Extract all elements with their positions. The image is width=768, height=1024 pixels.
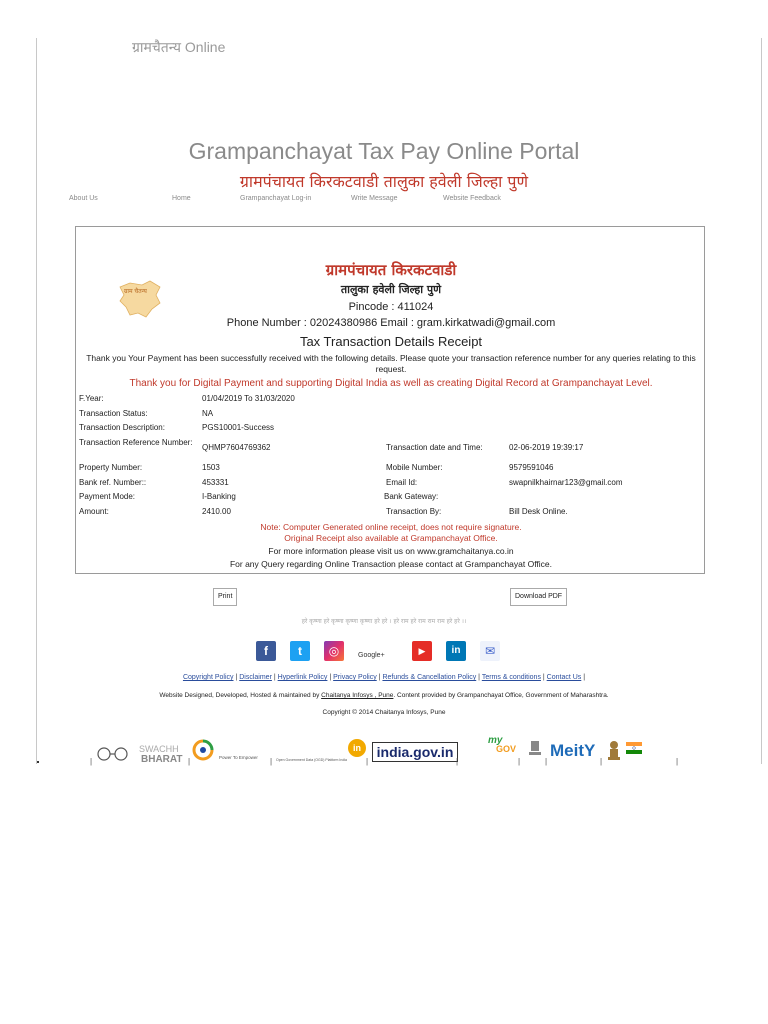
footer-links: Copyright Policy | Disclaimer | Hyperlink Policy | Privacy Policy | Refunds & Cancellation Policy | Terms & conditions | Contact Us | bbox=[182, 674, 586, 681]
detail-label: Mobile Number: bbox=[386, 463, 443, 472]
disclaimer-link[interactable]: Disclaimer bbox=[239, 674, 272, 681]
detail-value: 02-06-2019 19:39:17 bbox=[509, 443, 584, 452]
digital-message: Thank you for Digital Payment and supporting Digital India as well as creating Digital Record at Grampanchayat Level. bbox=[129, 378, 653, 389]
detail-label: Transaction Reference Number: bbox=[79, 438, 193, 447]
portal-title: Grampanchayat Tax Pay Online Portal bbox=[188, 138, 580, 164]
youtube-icon[interactable]: ▶ bbox=[412, 641, 432, 661]
taluka-district: तालुका हवेली जिल्हा पुणे bbox=[340, 283, 442, 296]
detail-value: swapnilkhairnar123@gmail.com bbox=[509, 478, 623, 487]
designed-by-text: Website Designed, Developed, Hosted & maintained by bbox=[159, 692, 322, 699]
detail-value: I-Banking bbox=[202, 492, 236, 501]
detail-label: Email Id: bbox=[386, 478, 418, 487]
terms-link[interactable]: Terms & conditions bbox=[481, 674, 541, 681]
receipt-heading: Tax Transaction Details Receipt bbox=[299, 334, 483, 349]
detail-label: Transaction Status: bbox=[79, 409, 148, 418]
download-pdf-button[interactable]: Download PDF bbox=[510, 588, 567, 606]
brand-name[interactable]: ग्रामचैतन्य Online bbox=[132, 39, 226, 55]
separator: | bbox=[600, 757, 603, 766]
detail-value: Bill Desk Online. bbox=[509, 507, 568, 516]
mail-icon[interactable]: ✉ bbox=[480, 641, 500, 661]
ogd-text: Open Government Data (OGD) Platform India bbox=[276, 758, 347, 762]
ogd-logo-icon: in bbox=[348, 739, 366, 757]
grampanchayat-name: ग्रामपंचायत किरकटवाडी bbox=[325, 261, 457, 279]
twitter-icon[interactable]: t bbox=[290, 641, 310, 661]
detail-label: Transaction date and Time: bbox=[386, 443, 483, 452]
nav-write-message[interactable]: Write Message bbox=[351, 195, 398, 202]
refunds-policy-link[interactable]: Refunds & Cancellation Policy bbox=[382, 674, 477, 681]
thanks-message: Thank you Your Payment has been successfully received with the following details. Please quote your transaction reference number for any queries relating to this request. bbox=[86, 353, 696, 374]
portal-subtitle: ग्रामपंचायत किरकटवाडी तालुका हवेली जिल्हा पुणे bbox=[239, 172, 529, 191]
note-signature: Note: Computer Generated online receipt, does not require signature. bbox=[260, 522, 522, 532]
nav-grampanchayat-login[interactable]: Grampanchayat Log-in bbox=[240, 195, 312, 202]
contact-us-link[interactable]: Contact Us bbox=[546, 674, 582, 681]
emblem-icon-2 bbox=[606, 739, 622, 761]
india-gov-in-logo[interactable]: india.gov.in bbox=[372, 742, 458, 762]
privacy-policy-link[interactable]: Privacy Policy bbox=[333, 674, 377, 681]
bharat-text: BHARAT bbox=[141, 754, 183, 765]
separator: | bbox=[518, 757, 521, 766]
detail-value: PGS10001-Success bbox=[202, 423, 275, 432]
emblem-icon bbox=[528, 739, 542, 759]
detail-value: 453331 bbox=[202, 478, 229, 487]
pincode: Pincode : 411024 bbox=[348, 301, 434, 313]
receipt-box bbox=[75, 226, 705, 574]
mygov-my-text: my bbox=[488, 735, 503, 746]
nav-home[interactable]: Home bbox=[172, 195, 191, 202]
detail-label: Property Number: bbox=[79, 463, 143, 472]
detail-label: Amount: bbox=[79, 507, 109, 516]
detail-label: F.Year: bbox=[79, 394, 104, 403]
mygov-gov-text: GOV bbox=[496, 744, 517, 754]
separator: | bbox=[676, 757, 679, 766]
detail-value: 2410.00 bbox=[202, 507, 231, 516]
detail-value: 9579591046 bbox=[509, 463, 554, 472]
bullet-dot bbox=[37, 761, 39, 763]
swachh-text: SWACHH bbox=[139, 744, 179, 754]
power-to-empower-text: Power To Empower bbox=[219, 755, 258, 760]
designed-by bbox=[0, 692, 768, 699]
separator: | bbox=[366, 757, 369, 766]
india-flag-icon bbox=[626, 741, 642, 753]
detail-label: Bank ref. Number:: bbox=[79, 478, 147, 487]
content-by-text: . Content provided by Grampanchayat Office, Government of Maharashtra. bbox=[393, 692, 609, 699]
detail-label: Bank Gateway: bbox=[384, 492, 439, 501]
linkedin-icon[interactable]: in bbox=[446, 641, 466, 661]
copyright: Copyright © 2014 Chaitanya Infosys, Pune bbox=[322, 709, 446, 716]
facebook-icon[interactable]: f bbox=[256, 641, 276, 661]
note-original-receipt: Original Receipt also available at Grampanchayat Office. bbox=[284, 533, 498, 543]
chaitanya-infosys-link[interactable]: Chaitanya Infosys , Pune bbox=[321, 692, 394, 699]
detail-value: QHMP7604769362 bbox=[202, 443, 271, 452]
nav-about-us[interactable]: About Us bbox=[69, 195, 98, 202]
copyright-policy-link[interactable]: Copyright Policy bbox=[182, 674, 234, 681]
detail-value: 1503 bbox=[202, 463, 220, 472]
glasses-icon bbox=[94, 745, 132, 761]
nav-website-feedback[interactable]: Website Feedback bbox=[443, 195, 501, 202]
print-button[interactable]: Print bbox=[213, 588, 237, 606]
instagram-icon[interactable]: ◎ bbox=[324, 641, 344, 661]
separator: | bbox=[90, 757, 93, 766]
separator: | bbox=[456, 757, 459, 766]
separator: | bbox=[188, 757, 191, 766]
hyperlink-policy-link[interactable]: Hyperlink Policy bbox=[277, 674, 328, 681]
separator: | bbox=[270, 757, 273, 766]
separator: | bbox=[545, 757, 548, 766]
detail-label: Transaction By: bbox=[386, 507, 442, 516]
query-contact: For any Query regarding Online Transaction please contact at Grampanchayat Office. bbox=[229, 559, 553, 569]
phone-email: Phone Number : 02024380986 Email : gram.kirkatwadi@gmail.com bbox=[226, 317, 556, 329]
digital-india-icon bbox=[192, 739, 214, 761]
info-website: For more information please visit us on www.gramchaitanya.co.in bbox=[268, 546, 514, 556]
detail-label: Payment Mode: bbox=[79, 492, 136, 501]
motto: हरे कृष्णा हरे कृष्णा कृष्णा कृष्णा हरे हरे । हरे राम हरे राम राम राम हरे हरे ।। bbox=[301, 618, 467, 625]
meity-logo[interactable]: MeitY bbox=[550, 741, 596, 760]
logo-text: ग्राम चैतन्य bbox=[124, 288, 147, 295]
google-plus-icon[interactable]: Google+ bbox=[358, 652, 385, 659]
detail-value: 01/04/2019 To 31/03/2020 bbox=[202, 394, 295, 403]
detail-label: Transaction Description: bbox=[79, 423, 165, 432]
detail-value: NA bbox=[202, 409, 214, 418]
